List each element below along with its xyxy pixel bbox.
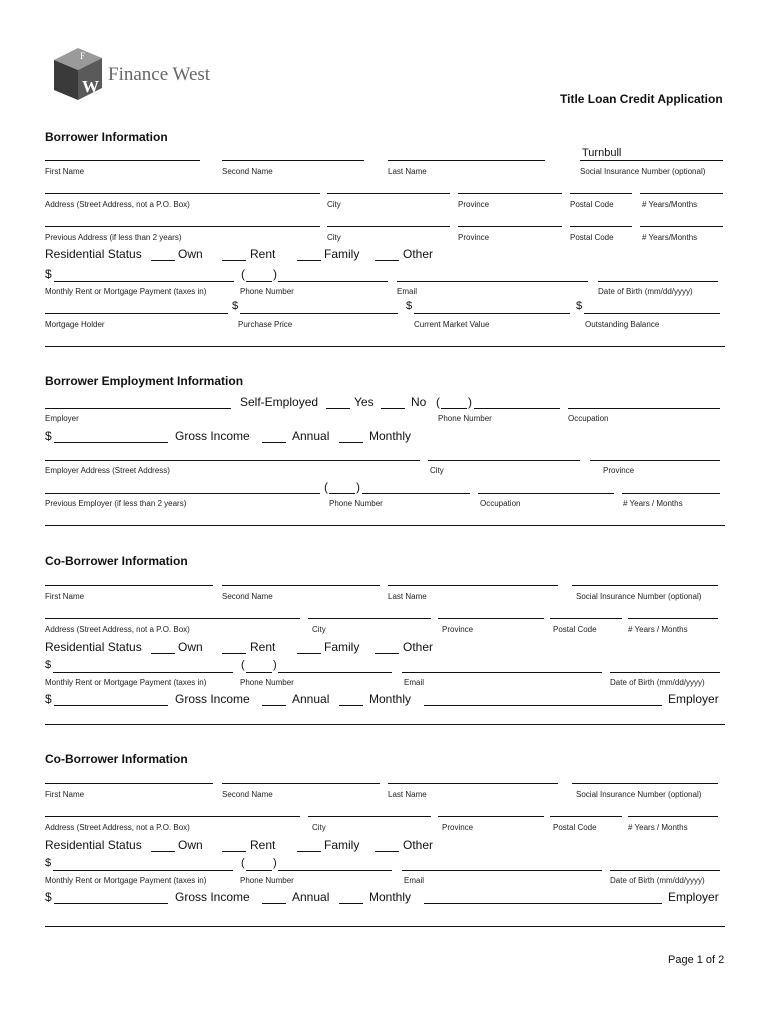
cob1-extra-line[interactable]: [45, 724, 725, 725]
cob2-income-annual-label: Annual: [292, 890, 330, 904]
cob1-phone-area-field[interactable]: [246, 672, 272, 673]
cob1-first-name-field[interactable]: [45, 585, 213, 586]
status-own-blank[interactable]: [151, 260, 175, 261]
prev-emp-years-label: # Years / Months: [623, 499, 683, 508]
cob1-status-rent-blank[interactable]: [222, 653, 246, 654]
market-value-field[interactable]: [414, 313, 570, 314]
residential-status-label: Residential Status: [45, 247, 142, 261]
cob2-phone-close-paren: ): [273, 857, 277, 869]
first-name-label: First Name: [45, 167, 85, 176]
cob2-income-monthly-blank[interactable]: [339, 903, 363, 904]
cob1-sin-field[interactable]: [572, 585, 718, 586]
prev-years-label: # Years/Months: [642, 233, 698, 242]
cob2-email-label: Email: [404, 876, 425, 885]
cob2-years-field[interactable]: [628, 816, 718, 817]
borrower-city-field[interactable]: [327, 193, 450, 194]
market-dollar-sign: $: [406, 300, 413, 312]
city-label: City: [327, 200, 341, 209]
emp-phone-open-paren: (: [436, 395, 440, 409]
rent-label: Monthly Rent or Mortgage Payment (taxes in): [45, 287, 207, 296]
cob2-dob-field[interactable]: [610, 870, 720, 871]
cob1-postal-label: Postal Code: [553, 625, 597, 634]
self-employed-label: Self-Employed: [240, 395, 319, 409]
borrower-rent-field[interactable]: [54, 281, 234, 282]
emp-phone-close-paren: ): [468, 395, 472, 409]
borrower-email-field[interactable]: [397, 281, 588, 282]
cob1-address-field[interactable]: [45, 618, 300, 619]
cob2-income-dollar-sign: $: [45, 890, 52, 904]
borrower-prev-postal-field[interactable]: [570, 226, 632, 227]
cob1-dob-label: Date of Birth (mm/dd/yyyy): [610, 678, 705, 687]
cob2-phone-label: Phone Number: [240, 876, 294, 885]
income-monthly-blank[interactable]: [339, 442, 363, 443]
self-employed-yes-label: Yes: [354, 395, 374, 409]
status-own-label: Own: [178, 247, 203, 261]
emp-phone-area-field[interactable]: [441, 408, 467, 409]
cob1-years-field[interactable]: [628, 618, 718, 619]
cob2-last-name-label: Last Name: [388, 790, 427, 799]
cob1-status-family-label: Family: [324, 640, 360, 654]
cob1-employer-field[interactable]: [424, 705, 662, 706]
email-label: Email: [397, 287, 418, 296]
cob2-income-annual-blank[interactable]: [262, 903, 286, 904]
status-rent-label: Rent: [250, 247, 276, 261]
second-name-label: Second Name: [222, 167, 273, 176]
borrower-address-field[interactable]: [45, 193, 320, 194]
cob2-phone-open-paren: (: [241, 857, 245, 869]
borrower-section-title: Borrower Information: [45, 130, 168, 144]
cob2-status-other-blank[interactable]: [375, 851, 399, 852]
cob2-address-field[interactable]: [45, 816, 300, 817]
cob1-status-own-blank[interactable]: [151, 653, 175, 654]
cob1-phone-label: Phone Number: [240, 678, 294, 687]
self-employed-no-label: No: [411, 395, 427, 409]
borrower-prev-city-field[interactable]: [327, 226, 450, 227]
employer-field[interactable]: [45, 408, 231, 409]
cob2-city-label: City: [312, 823, 326, 832]
emp-occupation-field[interactable]: [568, 408, 720, 409]
emp-occupation-label: Occupation: [568, 414, 609, 423]
cob2-rent-dollar-sign: $: [45, 857, 52, 869]
purchase-price-label: Purchase Price: [238, 320, 293, 329]
dob-label: Date of Birth (mm/dd/yyyy): [598, 287, 693, 296]
prev-postal-label: Postal Code: [570, 233, 614, 242]
cob1-phone-close-paren: ): [273, 659, 277, 671]
cob1-status-rent-label: Rent: [250, 640, 276, 654]
borrower-prev-years-field[interactable]: [640, 226, 723, 227]
income-dollar-sign: $: [45, 429, 52, 443]
cob1-email-label: Email: [404, 678, 425, 687]
cob2-last-name-field[interactable]: [388, 783, 558, 784]
prev-emp-occupation-label: Occupation: [480, 499, 521, 508]
self-employed-no-blank[interactable]: [381, 408, 405, 409]
cob1-city-label: City: [312, 625, 326, 634]
cob2-phone-area-field[interactable]: [246, 870, 272, 871]
prev-employer-field[interactable]: [45, 493, 320, 494]
cob1-last-name-label: Last Name: [388, 592, 427, 601]
employment-section-title: Borrower Employment Information: [45, 374, 244, 388]
borrower-last-name-field[interactable]: [388, 160, 545, 161]
self-employed-yes-blank[interactable]: [326, 408, 350, 409]
cob1-rent-dollar-sign: $: [45, 659, 52, 671]
employer-province-field[interactable]: [590, 460, 720, 461]
page-bottom-divider: [45, 926, 725, 927]
cob1-second-name-field[interactable]: [222, 585, 380, 586]
cob2-status-other-label: Other: [403, 838, 434, 852]
prev-emp-occupation-field[interactable]: [478, 493, 614, 494]
cob1-rent-field[interactable]: [53, 672, 233, 673]
borrower-first-name-field[interactable]: [45, 160, 200, 161]
cob1-dob-field[interactable]: [610, 672, 720, 673]
borrower-phone-area-field[interactable]: [246, 281, 272, 282]
prev-city-label: City: [327, 233, 341, 242]
cob1-income-monthly-blank[interactable]: [339, 705, 363, 706]
gross-income-field[interactable]: [54, 442, 168, 443]
cob1-gross-income-label: Gross Income: [175, 692, 250, 706]
cob1-status-other-label: Other: [403, 640, 434, 654]
coborrower-1-section-title: Co-Borrower Information: [45, 554, 188, 568]
logo-letter-top: F: [80, 51, 86, 61]
cob2-status-own-label: Own: [178, 838, 203, 852]
years-label: # Years/Months: [642, 200, 698, 209]
employer-address-label: Employer Address (Street Address): [45, 466, 170, 475]
status-other-blank[interactable]: [375, 260, 399, 261]
cob1-income-annual-blank[interactable]: [262, 705, 286, 706]
borrower-dob-field[interactable]: [598, 281, 718, 282]
document-title: Title Loan Credit Application: [560, 92, 723, 106]
cob2-income-monthly-label: Monthly: [369, 890, 412, 904]
cob2-postal-label: Postal Code: [553, 823, 597, 832]
page-number: Page 1 of 2: [668, 954, 725, 966]
cob1-status-other-blank[interactable]: [375, 653, 399, 654]
cob2-email-field[interactable]: [402, 870, 602, 871]
gross-income-label: Gross Income: [175, 429, 250, 443]
prev-emp-area-field[interactable]: [329, 493, 355, 494]
cob2-employer-field[interactable]: [424, 903, 662, 904]
cob2-residential-status-label: Residential Status: [45, 838, 142, 852]
cob1-income-annual-label: Annual: [292, 692, 330, 706]
logo-letter-side: W: [82, 77, 99, 96]
cob2-status-rent-blank[interactable]: [222, 851, 246, 852]
mortgage-holder-label: Mortgage Holder: [45, 320, 105, 329]
cob2-second-name-field[interactable]: [222, 783, 380, 784]
cob2-rent-label: Monthly Rent or Mortgage Payment (taxes in): [45, 876, 207, 885]
cob2-status-family-label: Family: [324, 838, 360, 852]
cob1-first-name-label: First Name: [45, 592, 85, 601]
cob2-postal-field[interactable]: [550, 816, 622, 817]
employment-extra-line[interactable]: [45, 525, 725, 526]
outstanding-label: Outstanding Balance: [585, 320, 660, 329]
prev-emp-close-paren: ): [356, 480, 360, 494]
borrower-province-field[interactable]: [458, 193, 562, 194]
borrower-last-name-value: Turnbull: [582, 147, 622, 159]
cob1-city-field[interactable]: [308, 618, 431, 619]
prev-emp-years-field[interactable]: [622, 493, 720, 494]
borrower-sin-field[interactable]: [580, 160, 723, 161]
cob2-address-label: Address (Street Address, not a P.O. Box): [45, 823, 190, 832]
borrower-postal-field[interactable]: [570, 193, 632, 194]
cob2-province-label: Province: [442, 823, 474, 832]
borrower-prev-address-field[interactable]: [45, 226, 320, 227]
cob1-postal-field[interactable]: [550, 618, 622, 619]
address-label: Address (Street Address, not a P.O. Box): [45, 200, 190, 209]
income-annual-blank[interactable]: [262, 442, 286, 443]
prev-employer-label: Previous Employer (if less than 2 years): [45, 499, 187, 508]
province-label: Province: [458, 200, 490, 209]
employer-city-field[interactable]: [428, 460, 580, 461]
phone-area-paren: (: [241, 267, 245, 281]
cob2-first-name-label: First Name: [45, 790, 85, 799]
company-name: Finance West: [108, 64, 211, 85]
cob2-city-field[interactable]: [308, 816, 431, 817]
cob1-rent-label: Monthly Rent or Mortgage Payment (taxes in): [45, 678, 207, 687]
employer-province-label: Province: [603, 466, 635, 475]
cob1-sin-label: Social Insurance Number (optional): [576, 592, 702, 601]
cob1-province-label: Province: [442, 625, 474, 634]
outstanding-dollar-sign: $: [576, 300, 583, 312]
status-other-label: Other: [403, 247, 434, 261]
prev-address-label: Previous Address (if less than 2 years): [45, 233, 182, 242]
postal-label: Postal Code: [570, 200, 614, 209]
cob1-residential-status-label: Residential Status: [45, 640, 142, 654]
emp-phone-label: Phone Number: [438, 414, 492, 423]
cob1-email-field[interactable]: [402, 672, 602, 673]
cob1-status-family-blank[interactable]: [297, 653, 321, 654]
cob1-phone-field[interactable]: [278, 672, 392, 673]
prev-province-label: Province: [458, 233, 490, 242]
cob2-phone-field[interactable]: [278, 870, 392, 871]
income-annual-label: Annual: [292, 429, 330, 443]
cob2-gross-income-field[interactable]: [54, 903, 168, 904]
phone-close-paren: ): [273, 267, 277, 281]
prev-emp-phone-label: Phone Number: [329, 499, 383, 508]
borrower-extra-line[interactable]: [45, 346, 725, 347]
market-value-label: Current Market Value: [414, 320, 490, 329]
outstanding-balance-field[interactable]: [584, 313, 720, 314]
cob2-years-label: # Years / Months: [628, 823, 688, 832]
employer-address-field[interactable]: [45, 460, 420, 461]
cob1-second-name-label: Second Name: [222, 592, 273, 601]
purchase-price-field[interactable]: [240, 313, 398, 314]
borrower-phone-field[interactable]: [278, 281, 388, 282]
cob1-years-label: # Years / Months: [628, 625, 688, 634]
cob1-status-own-label: Own: [178, 640, 203, 654]
prev-emp-open-paren: (: [324, 480, 328, 494]
income-monthly-label: Monthly: [369, 429, 412, 443]
cob2-employer-label: Employer: [668, 890, 719, 904]
cob2-rent-field[interactable]: [53, 870, 233, 871]
purchase-dollar-sign: $: [232, 300, 239, 312]
status-family-blank[interactable]: [297, 260, 321, 261]
cob1-income-dollar-sign: $: [45, 692, 52, 706]
cob1-province-field[interactable]: [438, 618, 544, 619]
employer-label: Employer: [45, 414, 79, 423]
cob2-first-name-field[interactable]: [45, 783, 213, 784]
cob1-phone-open-paren: (: [241, 659, 245, 671]
phone-label: Phone Number: [240, 287, 294, 296]
cob2-gross-income-label: Gross Income: [175, 890, 250, 904]
cob2-status-own-blank[interactable]: [151, 851, 175, 852]
cob1-address-label: Address (Street Address, not a P.O. Box): [45, 625, 190, 634]
coborrower-2-section-title: Co-Borrower Information: [45, 752, 188, 766]
last-name-label: Last Name: [388, 167, 427, 176]
mortgage-holder-field[interactable]: [45, 313, 228, 314]
prev-emp-phone-field[interactable]: [362, 493, 470, 494]
cube-logo-icon: [50, 46, 106, 102]
cob1-employer-label: Employer: [668, 692, 719, 706]
status-family-label: Family: [324, 247, 360, 261]
borrower-prev-province-field[interactable]: [458, 226, 562, 227]
cob2-status-family-blank[interactable]: [297, 851, 321, 852]
company-logo: [50, 46, 250, 102]
cob1-last-name-field[interactable]: [388, 585, 558, 586]
rent-dollar-sign: $: [45, 267, 52, 281]
sin-label: Social Insurance Number (optional): [580, 167, 706, 176]
emp-phone-field[interactable]: [474, 408, 560, 409]
cob2-status-rent-label: Rent: [250, 838, 276, 852]
cob1-income-monthly-label: Monthly: [369, 692, 412, 706]
cob2-second-name-label: Second Name: [222, 790, 273, 799]
borrower-second-name-field[interactable]: [222, 160, 364, 161]
borrower-years-field[interactable]: [640, 193, 723, 194]
cob2-dob-label: Date of Birth (mm/dd/yyyy): [610, 876, 705, 885]
status-rent-blank[interactable]: [222, 260, 246, 261]
cob2-sin-label: Social Insurance Number (optional): [576, 790, 702, 799]
cob2-sin-field[interactable]: [572, 783, 718, 784]
cob2-province-field[interactable]: [438, 816, 544, 817]
employer-city-label: City: [430, 466, 444, 475]
cob1-gross-income-field[interactable]: [54, 705, 168, 706]
